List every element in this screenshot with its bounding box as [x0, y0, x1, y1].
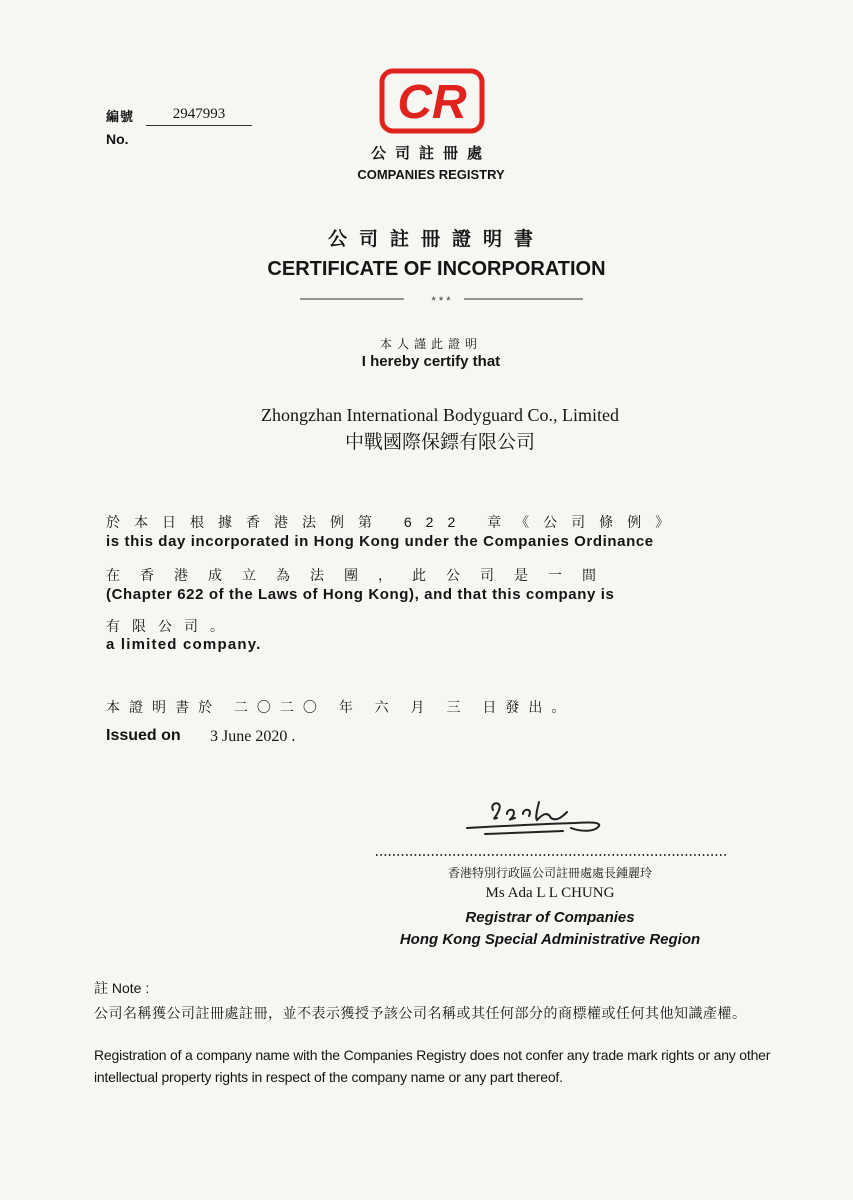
body-line2-zh: 在香港成立為法團，此公司是一間: [106, 567, 616, 583]
body-line3-zh: 有限公司。: [106, 618, 236, 634]
certificate-number: 2947993: [146, 106, 252, 126]
number-label-en: No.: [106, 131, 129, 147]
company-name-en: Zhongzhan International Bodyguard Co., Limited: [261, 405, 619, 425]
registry-name-zh: 公司註冊處: [370, 145, 491, 162]
registrar-title-zh: 香港特別行政區公司註冊處處長鍾麗玲: [447, 866, 652, 880]
note-text-en: Registration of a company name with the Companies Registry does not confer any trade mark rights or any other intellectual property rights in respect of the company name or any part thereof.: [94, 1047, 771, 1085]
body-line1-en: is this day incorporated in Hong Kong under the Companies Ordinance: [106, 533, 654, 550]
certify-en: I hereby certify that: [361, 353, 501, 370]
issued-zh: 本證明書於 二〇二〇 年 六 月 三 日發出。: [106, 699, 575, 715]
divider-ornament: * * *: [431, 295, 451, 306]
body-line1-zh: 於本日根據香港法例第 622 章《公司條例》: [106, 514, 684, 530]
body-line3-en: a limited company.: [106, 636, 262, 653]
registrar-title-en: Registrar of Companies: [465, 909, 635, 926]
companies-registry-logo: [379, 68, 485, 134]
registrar-name: Ms Ada L L CHUNG: [485, 885, 615, 901]
number-label-zh: 編號: [106, 109, 135, 124]
note-label: 註 Note :: [94, 980, 150, 996]
signature-dotted-line: [376, 852, 726, 858]
registry-name-en: COMPANIES REGISTRY: [357, 167, 505, 182]
issued-date-en: 3 June 2020 .: [210, 728, 296, 745]
body-line2-en: (Chapter 622 of the Laws of Hong Kong), and that this company is: [106, 586, 615, 603]
title-divider: [300, 292, 583, 306]
issued-label-en: Issued on: [106, 727, 181, 744]
company-name-zh: 中戰國際保鏢有限公司: [344, 431, 535, 453]
certificate-title-en: CERTIFICATE OF INCORPORATION: [267, 258, 606, 280]
logo-text: CR: [397, 76, 467, 129]
note-text-zh: 公司名稱獲公司註冊處註冊，並不表示獲授予該公司名稱或其任何部分的商標權或任何其他知識產權。: [94, 1005, 747, 1021]
certify-zh: 本人謹此證明: [379, 337, 482, 351]
registrar-region-en: Hong Kong Special Administrative Region: [399, 931, 701, 948]
registrar-signature: [463, 796, 608, 840]
certificate-title-zh: 公司註冊證明書: [327, 229, 545, 250]
